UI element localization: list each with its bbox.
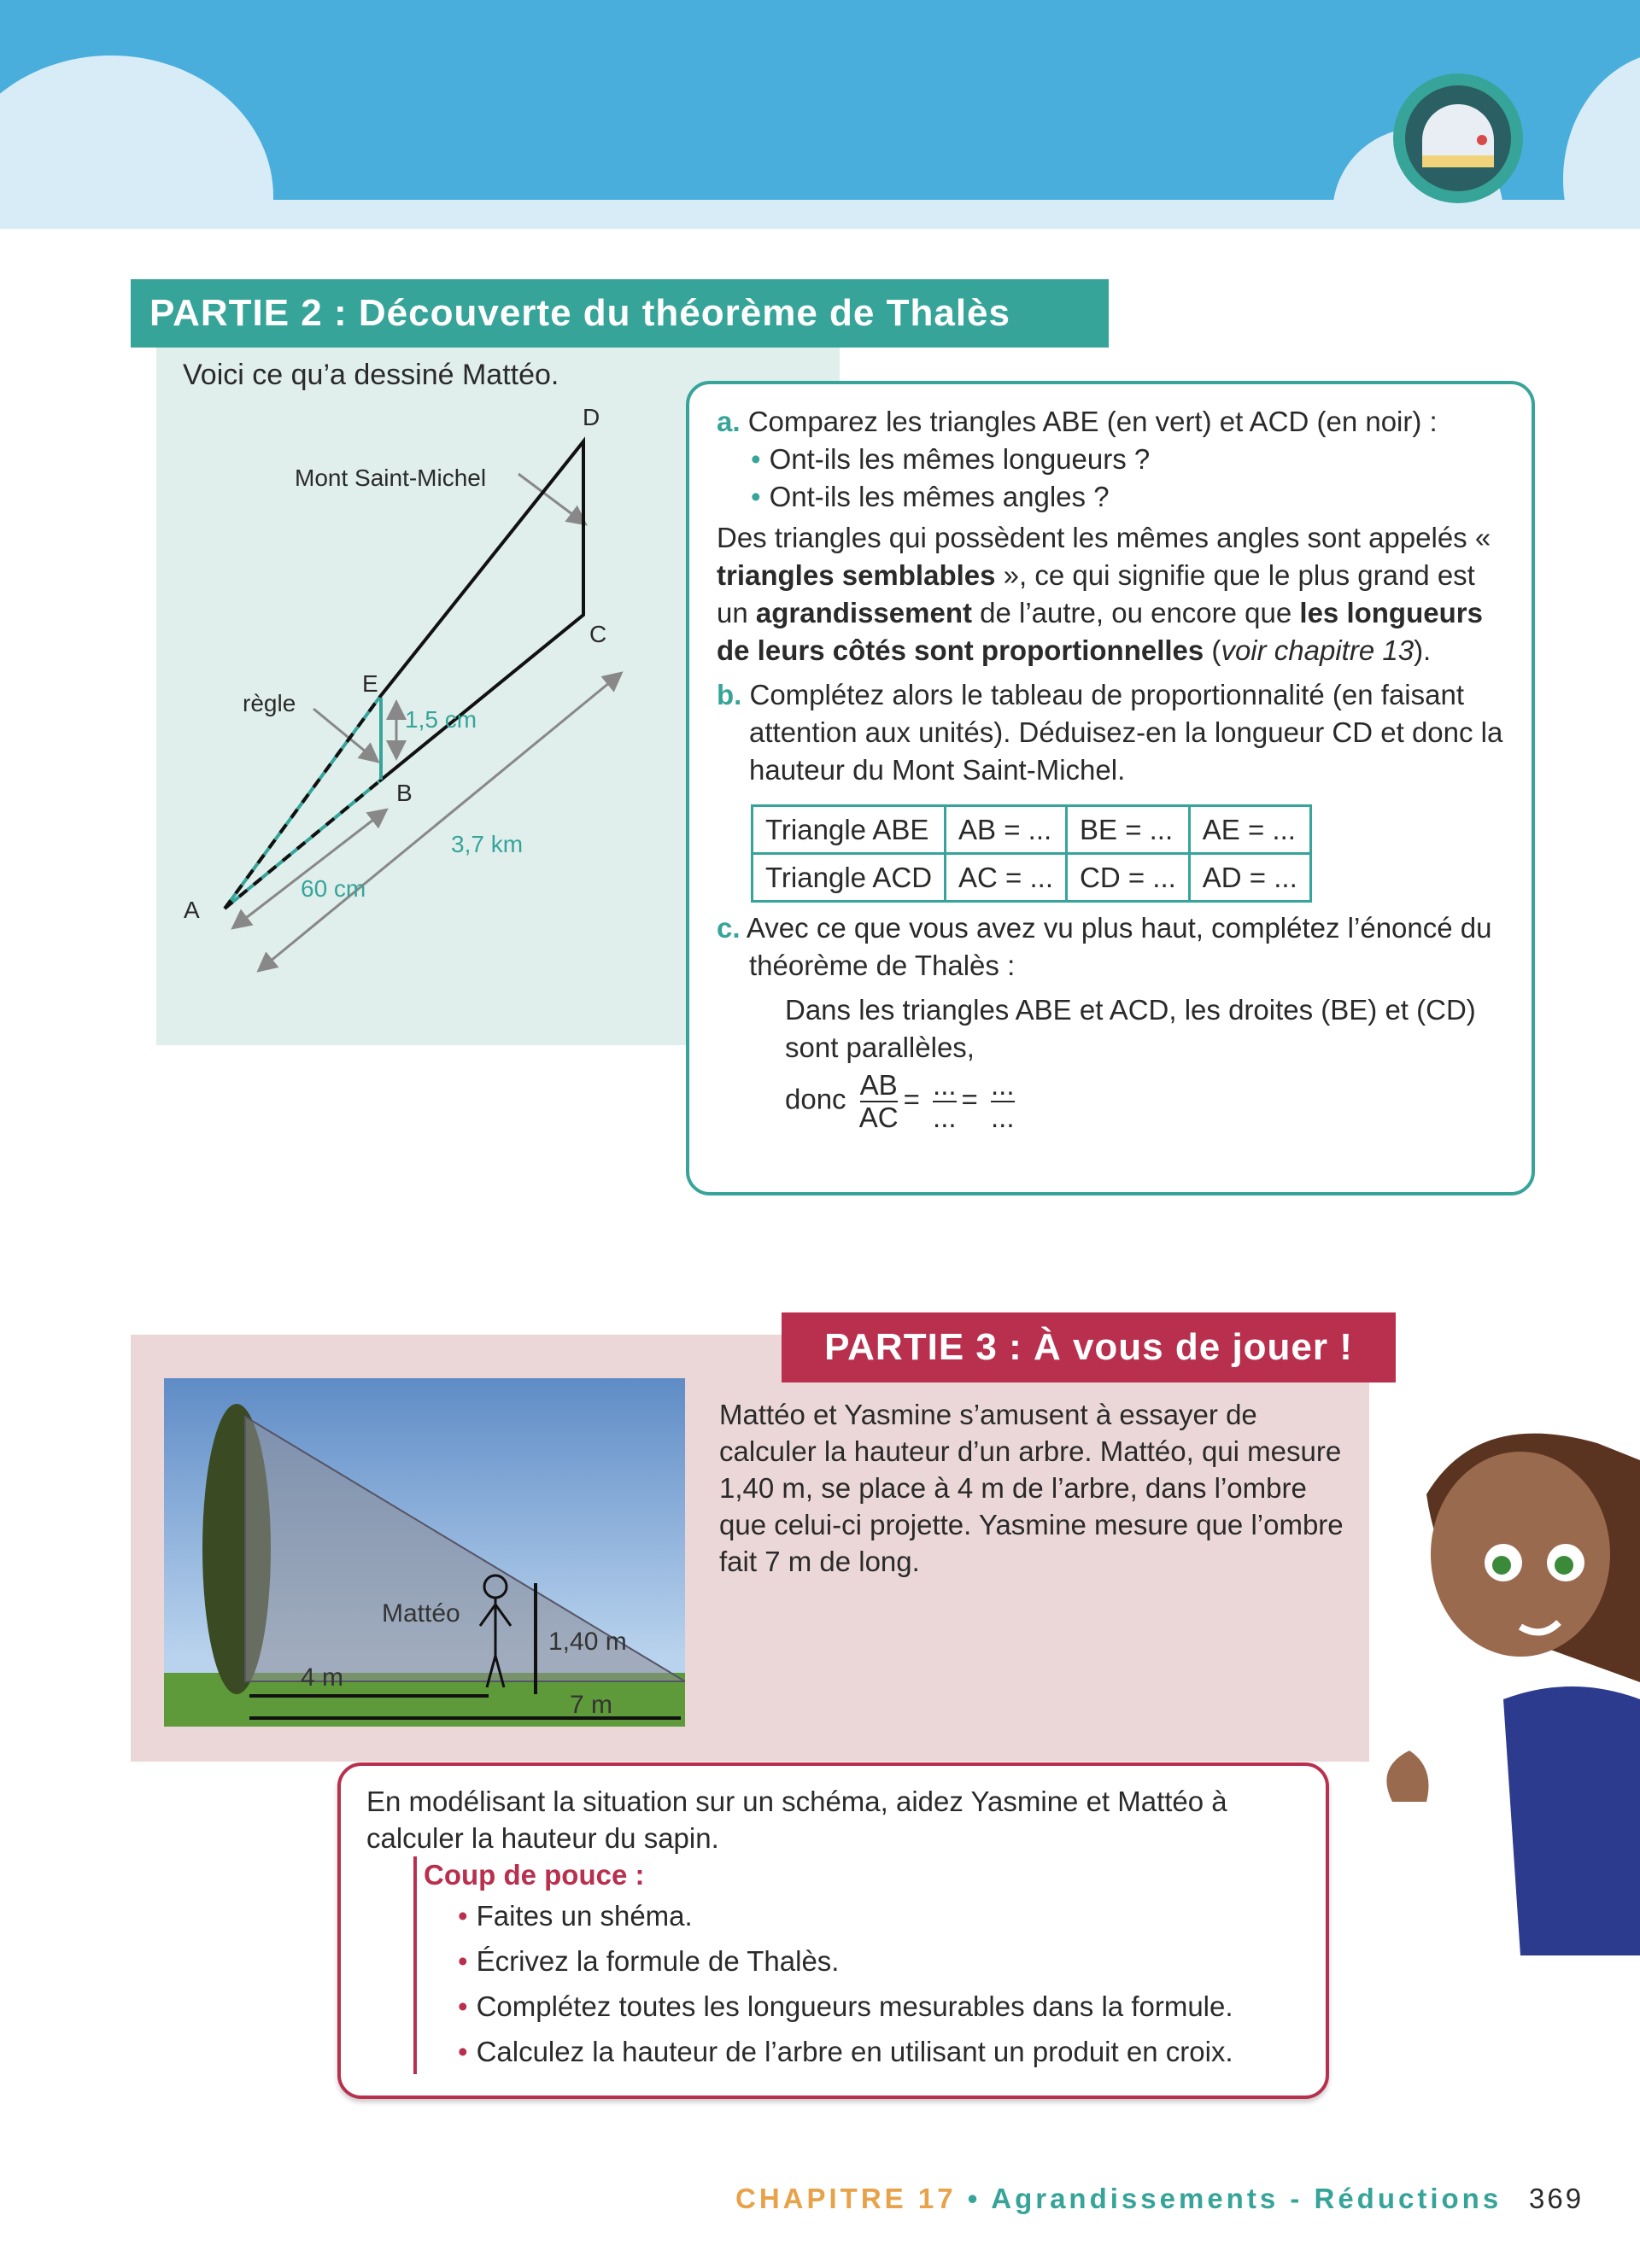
task-box (337, 1762, 1329, 2099)
ab-length: 60 cm (301, 875, 366, 902)
list-item: • Faites un shéma. (424, 1893, 1300, 1938)
point-b-label: B (396, 780, 413, 806)
distance-7m-label: 7 m (570, 1691, 613, 1719)
q-b-letter: b. (717, 679, 742, 710)
table-row: Triangle ACD AC = ... CD = ... AD = ... (753, 854, 1311, 902)
footer-chapter: CHAPITRE 17 • Agrandissements - Réductions (735, 2183, 1502, 2214)
page-number: 369 (1529, 2183, 1584, 2214)
diagram-intro: Voici ce qu’a dessiné Mattéo. (183, 359, 559, 391)
list-item: • Calculez la hauteur de l’arbre en utilisant un produit en croix. (424, 2029, 1300, 2074)
matteo-label: Mattéo (382, 1599, 460, 1628)
q-a-bullet: • Ont-ils les mêmes longueurs ? (717, 441, 1506, 478)
questions-box (686, 381, 1535, 1195)
point-e-label: E (362, 670, 378, 697)
point-d-label: D (583, 404, 600, 430)
astronaut-helmet-icon (1390, 70, 1526, 207)
q-a-letter: a. (717, 406, 741, 437)
q-a-text: Comparez les triangles ABE (en vert) et ACD (en noir) : (747, 406, 1438, 437)
ab-dimension (235, 811, 384, 926)
proportionality-table (751, 804, 1312, 903)
task-text: En modélisant la situation sur un schéma, aidez Yasmine et Mattéo à calculer la hauteur du sapin. (366, 1786, 1227, 1854)
mont-label: Mont Saint-Michel (295, 465, 487, 491)
distance-4m-label: 4 m (301, 1663, 344, 1692)
point-a-label: A (184, 897, 200, 923)
point-c-label: C (589, 621, 607, 647)
yasmine-character (1375, 1426, 1640, 1955)
q-b-text: Complétez alors le tableau de proportionnalité (en faisant attention aux unités). Déduisez-en la longueur CD et donc la hauteur du Mont Saint-Michel. (749, 679, 1503, 786)
q-a-bullet: • Ont-ils les mêmes angles ? (717, 478, 1506, 516)
thales-statement: Dans les triangles ABE et ACD, les droites (BE) et (CD) sont parallèles, (785, 994, 1476, 1063)
hint-block (413, 1856, 1300, 2074)
list-item: • Écrivez la formule de Thalès. (424, 1938, 1300, 1984)
table-row: Triangle ABE AB = ... BE = ... AE = ... (753, 806, 1311, 854)
partie2-title: PARTIE 2 : Découverte du théorème de Thalès (131, 279, 1109, 348)
be-length: 1,5 cm (405, 706, 477, 733)
q-c-text: Avec ce que vous avez vu plus haut, complétez l’énoncé du théorème de Thalès : (746, 912, 1492, 981)
height-label: 1,40 m (548, 1628, 627, 1656)
q-c-letter: c. (717, 912, 741, 944)
regle-label: règle (243, 690, 296, 716)
partie3-text: Mattéo et Yasmine s’amusent à essayer de calculer la hauteur d’un arbre. Mattéo, qui mesure 1,40 m, se place à 4 m de l’arbre, dans l’ombre que celui-ci projette. Yasmine mesure que l’ombre fait 7 m de long. (719, 1399, 1344, 1577)
partie3-title: PARTIE 3 : À vous de jouer ! (782, 1312, 1396, 1382)
hint-title: Coup de pouce : (424, 1859, 645, 1891)
definition: Des triangles qui possèdent les mêmes angles sont appelés « triangles semblables », ce qui signifie que le plus grand est un agrandissement de l’autre, ou encore que les longueurs de leurs côtés sont proportionnelles (voir chapitre 13). (717, 522, 1491, 666)
tree-photo (164, 1378, 685, 1727)
ac-length: 3,7 km (451, 831, 524, 857)
list-item: • Complétez toutes les longueurs mesurables dans la formule. (424, 1984, 1300, 2029)
thales-formula: donc $\frac{AB}{AC}$ = $\frac{...}{...}$ = $\frac{...}{...}$ (785, 1069, 1015, 1133)
